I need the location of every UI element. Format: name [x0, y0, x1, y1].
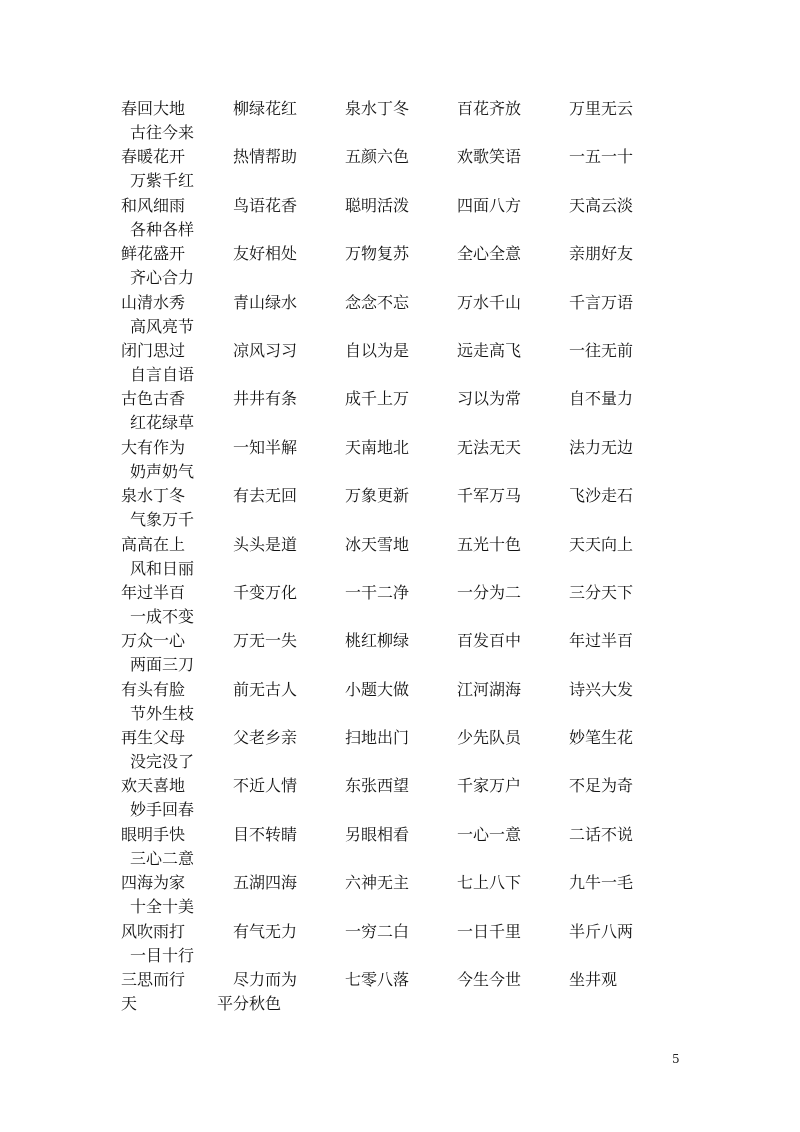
idiom-row [121, 581, 701, 629]
idiom: 全心全意 [457, 244, 522, 264]
idiom-wrapped: 万紫千红 [130, 171, 195, 191]
idiom: 百花齐放 [457, 99, 522, 118]
page-number: 5 [672, 1052, 680, 1066]
idiom: 成千上万 [345, 389, 410, 409]
idiom: 五光十色 [457, 534, 522, 554]
idiom: 父老乡亲 [233, 728, 298, 748]
idiom: 万里无云 [569, 99, 634, 118]
idiom: 小题大做 [345, 679, 410, 699]
idiom: 六神无主 [345, 873, 410, 893]
idiom: 万水千山 [457, 292, 522, 312]
idiom-row [121, 678, 701, 726]
idiom-row [121, 484, 701, 532]
idiom: 扫地出门 [345, 728, 410, 748]
idiom: 欢歌笑语 [457, 147, 522, 167]
idiom: 有头有脸 [121, 679, 186, 699]
idiom: 一分为二 [457, 582, 522, 602]
idiom-wrapped: 三心二意 [130, 848, 195, 868]
idiom-wrapped: 十全十美 [130, 897, 195, 917]
idiom: 万物复苏 [345, 244, 410, 264]
idiom: 春回大地 [121, 99, 186, 118]
idiom: 万象更新 [345, 486, 410, 506]
idiom-wrapped: 古往今来 [130, 123, 195, 142]
idiom-row [121, 533, 701, 581]
idiom: 九牛一毛 [569, 873, 634, 893]
idiom: 天高云淡 [569, 195, 634, 215]
idiom: 尽力而为 [233, 970, 298, 990]
idiom: 鸟语花香 [233, 195, 298, 215]
idiom-row [121, 97, 701, 145]
idiom: 诗兴大发 [569, 679, 634, 699]
idiom: 柳绿花红 [233, 99, 298, 118]
idiom: 一日千里 [457, 921, 522, 941]
idiom: 热情帮助 [233, 147, 298, 167]
idiom: 前无古人 [233, 679, 298, 699]
idiom: 风吹雨打 [121, 921, 186, 941]
idiom: 目不转睛 [233, 824, 298, 844]
idiom: 远走高飞 [457, 340, 522, 360]
idiom: 闭门思过 [121, 340, 186, 360]
idiom: 少先队员 [457, 728, 522, 748]
idiom: 泉水丁冬 [345, 99, 410, 118]
idiom-row-last [121, 968, 701, 1016]
idiom: 青山绿水 [233, 292, 298, 312]
idiom: 一往无前 [569, 340, 634, 360]
idiom: 高高在上 [121, 534, 186, 554]
idiom: 聪明活泼 [345, 195, 410, 215]
idiom: 三分天下 [569, 582, 634, 602]
idiom: 江河湖海 [457, 679, 522, 699]
idiom: 五颜六色 [345, 147, 410, 167]
idiom: 一知半解 [233, 437, 298, 457]
idiom-row [121, 823, 701, 871]
idiom: 井井有条 [233, 389, 298, 409]
idiom: 头头是道 [233, 534, 298, 554]
idiom: 年过半百 [569, 631, 634, 651]
idiom-wrapped: 自言自语 [130, 364, 195, 384]
idiom: 有气无力 [233, 921, 298, 941]
idiom: 今生今世 [457, 970, 522, 990]
idiom: 天南地北 [345, 437, 410, 457]
idiom: 平分秋色 [217, 994, 282, 1014]
idiom-wrapped: 一目十行 [130, 945, 195, 965]
idiom: 一五一十 [569, 147, 634, 167]
idiom: 鲜花盛开 [121, 244, 186, 264]
idiom-wrapped: 风和日丽 [130, 558, 195, 578]
idiom: 坐井观 [569, 970, 618, 990]
idiom-wrapped: 妙手回春 [130, 800, 195, 820]
idiom: 一穷二白 [345, 921, 410, 941]
idiom: 五湖四海 [233, 873, 298, 893]
idiom-row [121, 194, 701, 242]
idiom: 天天向上 [569, 534, 634, 554]
idiom: 自不量力 [569, 389, 634, 409]
idiom-wrapped: 一成不变 [130, 606, 195, 626]
idiom-row [121, 871, 701, 919]
idiom: 不足为奇 [569, 776, 634, 796]
idiom: 千言万语 [569, 292, 634, 312]
idiom: 无法无天 [457, 437, 522, 457]
idiom-list [121, 97, 701, 1016]
idiom-row [121, 242, 701, 290]
idiom: 万无一失 [233, 631, 298, 651]
idiom-wrapped: 高风亮节 [130, 316, 195, 336]
idiom: 再生父母 [121, 728, 186, 748]
idiom: 欢天喜地 [121, 776, 186, 796]
idiom-row [121, 629, 701, 677]
idiom-wrapped: 两面三刀 [130, 655, 195, 675]
idiom: 一干二净 [345, 582, 410, 602]
idiom: 春暖花开 [121, 147, 186, 167]
idiom-wrapped: 各种各样 [130, 219, 195, 239]
idiom-row [121, 339, 701, 387]
idiom: 亲朋好友 [569, 244, 634, 264]
idiom: 百发百中 [457, 631, 522, 651]
idiom: 友好相处 [233, 244, 298, 264]
idiom-row [121, 920, 701, 968]
idiom: 自以为是 [345, 340, 410, 360]
idiom: 凉风习习 [233, 340, 298, 360]
idiom: 三思而行 [121, 970, 186, 990]
idiom-row [121, 291, 701, 339]
idiom: 七上八下 [457, 873, 522, 893]
idiom-wrapped: 节外生枝 [130, 703, 195, 723]
idiom: 念念不忘 [345, 292, 410, 312]
idiom: 七零八落 [345, 970, 410, 990]
idiom: 半斤八两 [569, 921, 634, 941]
idiom-row [121, 774, 701, 822]
idiom: 一心一意 [457, 824, 522, 844]
idiom: 年过半百 [121, 582, 186, 602]
idiom: 泉水丁冬 [121, 486, 186, 506]
idiom-row [121, 145, 701, 193]
idiom-wrapped: 齐心合力 [130, 268, 195, 288]
idiom-wrapped-fragment: 天 [121, 994, 138, 1014]
idiom-row [121, 436, 701, 484]
idiom: 古色古香 [121, 389, 186, 409]
idiom: 二话不说 [569, 824, 634, 844]
idiom: 习以为常 [457, 389, 522, 409]
idiom: 千家万户 [457, 776, 522, 796]
idiom-wrapped: 气象万千 [130, 510, 195, 530]
idiom: 飞沙走石 [569, 486, 634, 506]
idiom: 东张西望 [345, 776, 410, 796]
idiom: 桃红柳绿 [345, 631, 410, 651]
idiom-row [121, 387, 701, 435]
idiom: 法力无边 [569, 437, 634, 457]
idiom: 山清水秀 [121, 292, 186, 312]
idiom: 大有作为 [121, 437, 186, 457]
idiom: 千变万化 [233, 582, 298, 602]
idiom-wrapped: 红花绿草 [130, 413, 195, 433]
idiom: 千军万马 [457, 486, 522, 506]
idiom-row [121, 726, 701, 774]
idiom: 有去无回 [233, 486, 298, 506]
idiom: 四海为家 [121, 873, 186, 893]
idiom-wrapped: 奶声奶气 [130, 461, 195, 481]
idiom: 不近人情 [233, 776, 298, 796]
idiom: 四面八方 [457, 195, 522, 215]
idiom: 另眼相看 [345, 824, 410, 844]
idiom: 眼明手快 [121, 824, 186, 844]
idiom: 和风细雨 [121, 195, 186, 215]
idiom: 妙笔生花 [569, 728, 634, 748]
idiom: 冰天雪地 [345, 534, 410, 554]
idiom-wrapped: 没完没了 [130, 752, 195, 772]
idiom: 万众一心 [121, 631, 186, 651]
